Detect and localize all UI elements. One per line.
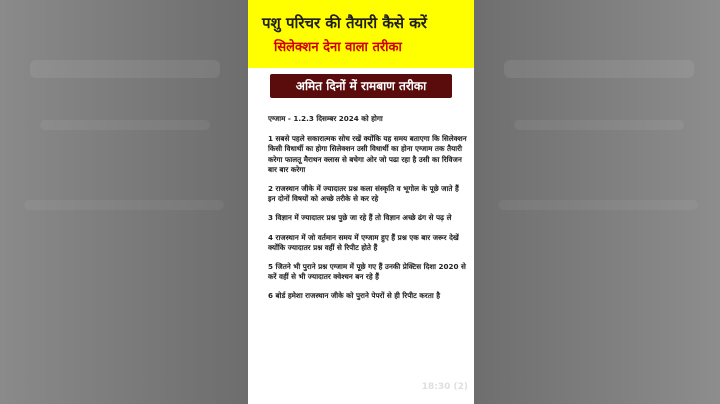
blur-shape bbox=[514, 120, 684, 130]
list-item: 6 बोर्ड हमेशा राजस्थान जीके को पुराने पेपरों से ही रिपीट करता है bbox=[268, 291, 441, 301]
blur-shape bbox=[498, 200, 698, 210]
short-video-frame[interactable] bbox=[248, 0, 474, 404]
list-item: 1 सबसे पहले सकारात्मक सोच रखें क्योंकि यह समय बताएगा कि सिलेक्शन किसी विधार्थी का होगा सिलेक्शन उसी विधार्थी का होना एग्जाम तक तैयारी करेगा फालतू मैराथन क्लास से बचेगा ओर जो पढा रहा है उसी का रिविजन बार बार करेगा bbox=[268, 134, 467, 174]
blur-shape bbox=[24, 200, 224, 210]
blurred-background-left bbox=[0, 0, 248, 404]
list-item: 2 राजस्थान जीके में ज्यादातर प्रश्न कला संस्कृति व भूगोल के पूछे जाते हैं इन दोनों विषयों को अच्छे तरीके से कर रहे bbox=[268, 184, 459, 204]
exam-date-line: एग्जाम - 1.2.3 दिसम्बर 2024 को होगा bbox=[268, 114, 383, 123]
video-title: पशु परिचर की तैयारी कैसे करें bbox=[262, 14, 427, 32]
blur-shape bbox=[504, 60, 694, 78]
list-item: 5 जितने भी पुराने प्रश्न एग्जाम में पूछे गए हैं उनकी प्रेक्टिस दिशा 2020 से करें वहीं से भी ज्यादातर क्वेश्चन बन रहे हैं bbox=[268, 262, 466, 282]
banner-label: अमित दिनों में रामबाण तरीका bbox=[270, 74, 452, 98]
title-band bbox=[248, 0, 474, 68]
video-subtitle: सिलेक्शन देना वाला तरीका bbox=[274, 40, 402, 55]
blur-shape bbox=[40, 120, 210, 130]
blur-shape bbox=[30, 60, 220, 78]
list-item: 3 विज्ञान में ज्यादातर प्रश्न पुछे जा रहे हैं तो विज्ञान अच्छे ढंग से पढ़ ले bbox=[268, 213, 452, 223]
watermark: 18:30 (2) bbox=[421, 382, 468, 392]
blurred-background-right bbox=[474, 0, 720, 404]
list-item: 4 राजस्थान में जो वर्तमान समय में एग्जाम हुए हैं प्रश्न एक बार जरूर देखें क्योंकि ज्यादातर प्रश्न वहीं से रिपीट होते हैं bbox=[268, 232, 459, 252]
content-list bbox=[268, 114, 468, 311]
